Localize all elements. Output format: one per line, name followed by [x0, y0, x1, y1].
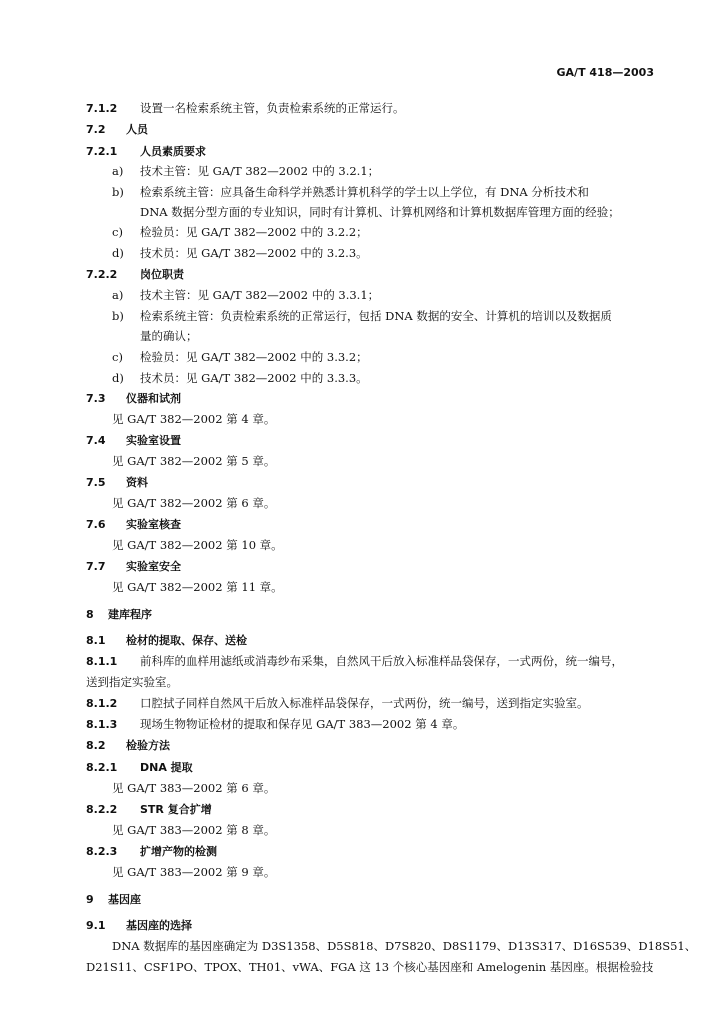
- paragraph-text: 见 GA/T 383—2002 第 9 章。: [112, 865, 276, 879]
- section-number: 8.2: [86, 739, 106, 752]
- section-number: 7.3: [86, 392, 106, 405]
- heading-text: 实验室核查: [126, 518, 181, 531]
- section-number: 8.2.1: [86, 761, 118, 774]
- section-number: 7.2.2: [86, 268, 118, 281]
- paragraph-text: 前科库的血样用滤纸或消毒纱布采集，自然风干后放入标准样品袋保存，一式两份，统一编号，: [140, 654, 623, 668]
- section-heading: [86, 801, 212, 818]
- heading-text: 基因座的选择: [126, 919, 192, 932]
- list-marker: c): [112, 225, 123, 239]
- list-item: [112, 370, 368, 386]
- list-item-text: 技术主管：见 GA/T 382—2002 中的 3.2.1；: [140, 164, 380, 178]
- list-marker: d): [112, 246, 124, 260]
- section-number: 8.1.1: [86, 655, 118, 668]
- list-item: [112, 224, 368, 240]
- heading-text: 资料: [126, 476, 148, 489]
- section-number: 7.2.1: [86, 145, 118, 158]
- paragraph-continuation: 送到指定实验室。: [86, 675, 178, 689]
- list-item: [112, 287, 379, 303]
- section-heading: [86, 432, 181, 449]
- list-marker: a): [112, 164, 124, 178]
- list-item: [112, 184, 589, 200]
- heading-text: 检验方法: [126, 739, 170, 752]
- list-marker: d): [112, 371, 124, 385]
- list-item-text: 检验员：见 GA/T 382—2002 中的 3.2.2；: [140, 225, 368, 239]
- section-number: 8.1: [86, 634, 106, 647]
- list-item: [112, 245, 368, 261]
- list-marker: c): [112, 350, 123, 364]
- list-item-text: 检索系统主管：应具备生命科学并熟悉计算机科学的学士以上学位，有 DNA 分析技术和: [140, 185, 589, 199]
- section-heading: [86, 843, 217, 860]
- paragraph-text: 见 GA/T 382—2002 第 11 章。: [112, 580, 283, 594]
- paragraph-text: 口腔拭子同样自然风干后放入标准样品袋保存，一式两份，统一编号，送到指定实验室。: [140, 696, 589, 710]
- heading-text: DNA 提取: [140, 761, 193, 774]
- section-heading: [86, 891, 141, 908]
- section-heading: [86, 390, 181, 407]
- paragraph-continuation: D21S11、CSF1PO、TPOX、TH01、vWA、FGA 这 13 个核心基因座和 Amelogenin 基因座。根据检验技: [86, 960, 654, 974]
- section-heading: [86, 632, 247, 649]
- paragraph-text: 见 GA/T 382—2002 第 6 章。: [112, 496, 276, 510]
- paragraph-text: 见 GA/T 383—2002 第 6 章。: [112, 781, 276, 795]
- section-heading: [86, 474, 148, 491]
- paragraph-text: 见 GA/T 382—2002 第 5 章。: [112, 454, 276, 468]
- list-marker: b): [112, 185, 124, 199]
- list-marker: b): [112, 309, 124, 323]
- list-item-text: 技术主管：见 GA/T 382—2002 中的 3.3.1；: [140, 288, 380, 302]
- list-item: [112, 163, 379, 179]
- heading-text: 实验室安全: [126, 560, 181, 573]
- section-number: 7.7: [86, 560, 106, 573]
- section-heading: [86, 759, 193, 776]
- heading-text: 扩增产物的检测: [140, 845, 217, 858]
- list-item-continuation: DNA 数据分型方面的专业知识，同时有计算机、计算机网络和计算机数据库管理方面的经验；: [140, 205, 620, 219]
- heading-text: STR 复合扩增: [140, 803, 212, 816]
- paragraph-text: DNA 数据库的基因座确定为 D3S1358、D5S818、D7S820、D8S1179、D13S317、D16S539、D18S51、: [112, 939, 697, 953]
- standard-code-header: GA/T 418—2003: [556, 66, 654, 79]
- numbered-paragraph: [86, 100, 405, 117]
- section-number: 9: [86, 893, 94, 906]
- section-number: 7.6: [86, 518, 106, 531]
- heading-text: 基因座: [108, 893, 141, 906]
- section-heading: [86, 558, 181, 575]
- section-heading: [86, 121, 148, 138]
- heading-text: 人员: [126, 123, 148, 136]
- section-heading: [86, 606, 152, 623]
- section-heading: [86, 737, 170, 754]
- paragraph-text: 设置一名检索系统主管，负责检索系统的正常运行。: [140, 101, 405, 115]
- list-marker: a): [112, 288, 124, 302]
- section-number: 9.1: [86, 919, 106, 932]
- list-item-text: 技术员：见 GA/T 382—2002 中的 3.2.3。: [140, 246, 368, 260]
- section-number: 7.2: [86, 123, 106, 136]
- section-heading: [86, 266, 184, 283]
- heading-text: 仪器和试剂: [126, 392, 181, 405]
- numbered-paragraph: [86, 695, 589, 712]
- heading-text: 检材的提取、保存、送检: [126, 634, 247, 647]
- numbered-paragraph: [86, 653, 623, 670]
- list-item-text: 检索系统主管：负责检索系统的正常运行，包括 DNA 数据的安全、计算机的培训以及数据质: [140, 309, 612, 323]
- paragraph-text: 见 GA/T 382—2002 第 10 章。: [112, 538, 283, 552]
- section-number: 8: [86, 608, 94, 621]
- section-number: 8.2.2: [86, 803, 118, 816]
- heading-text: 建库程序: [108, 608, 152, 621]
- section-number: 8.1.2: [86, 697, 118, 710]
- list-item-text: 技术员：见 GA/T 382—2002 中的 3.3.3。: [140, 371, 368, 385]
- section-number: 8.2.3: [86, 845, 118, 858]
- section-number: 7.4: [86, 434, 106, 447]
- section-number: 8.1.3: [86, 718, 118, 731]
- section-number: 7.5: [86, 476, 106, 489]
- list-item-continuation: 量的确认；: [140, 329, 198, 343]
- section-heading: [86, 917, 192, 934]
- list-item-text: 检验员：见 GA/T 382—2002 中的 3.3.2；: [140, 350, 368, 364]
- heading-text: 岗位职责: [140, 268, 184, 281]
- list-item: [112, 308, 612, 324]
- heading-text: 人员素质要求: [140, 145, 206, 158]
- list-item: [112, 349, 368, 365]
- paragraph-text: 见 GA/T 382—2002 第 4 章。: [112, 412, 276, 426]
- paragraph-text: 见 GA/T 383—2002 第 8 章。: [112, 823, 276, 837]
- section-heading: [86, 143, 206, 160]
- heading-text: 实验室设置: [126, 434, 181, 447]
- section-heading: [86, 516, 181, 533]
- paragraph-text: 现场生物物证检材的提取和保存见 GA/T 383—2002 第 4 章。: [140, 717, 465, 731]
- numbered-paragraph: [86, 716, 464, 733]
- section-number: 7.1.2: [86, 102, 118, 115]
